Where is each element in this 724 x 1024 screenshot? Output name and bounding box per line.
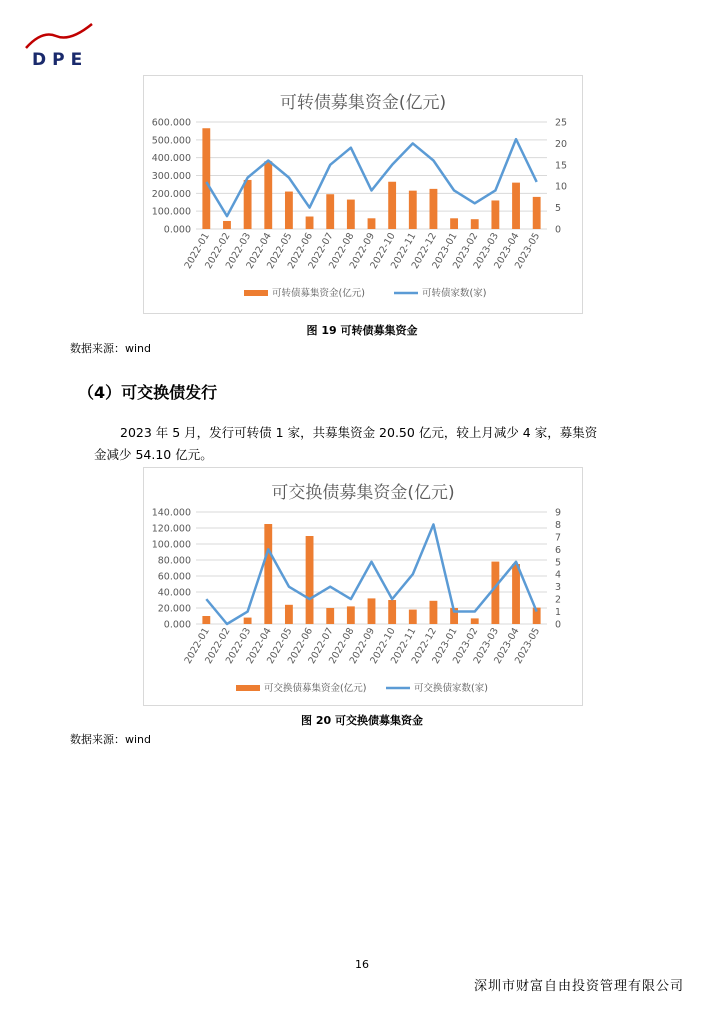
y-left-tick-label: 100.000 [151, 206, 191, 218]
x-tick-label: 2022-11 [389, 626, 419, 666]
bar [202, 128, 210, 229]
y-right-tick-label: 9 [555, 507, 562, 519]
y-right-tick-label: 7 [555, 532, 562, 544]
bar [471, 618, 479, 624]
x-tick-label: 2023-02 [450, 626, 481, 666]
x-tick-label: 2023-04 [492, 231, 522, 271]
bar [533, 197, 541, 229]
page-number: 16 [355, 958, 369, 971]
x-tick-label: 2023-01 [430, 626, 460, 666]
y-right-tick-label: 2 [555, 594, 562, 606]
y-right-tick-label: 15 [555, 160, 568, 172]
chart-svg [144, 468, 582, 705]
x-tick-label: 2022-10 [368, 231, 398, 271]
y-left-tick-label: 100.000 [151, 539, 191, 551]
x-tick-label: 2022-02 [203, 231, 233, 271]
x-tick-label: 2023-04 [492, 626, 522, 666]
x-tick-label: 2023-03 [471, 626, 501, 666]
y-right-tick-label: 5 [555, 557, 562, 569]
y-left-tick-label: 0.000 [163, 619, 191, 631]
bar [450, 218, 458, 229]
x-tick-label: 2022-01 [182, 231, 212, 271]
y-right-tick-label: 25 [555, 117, 568, 129]
x-tick-label: 2022-11 [389, 231, 419, 271]
bar [202, 616, 210, 624]
data-source: 数据来源：wind [70, 342, 152, 355]
bar [264, 161, 272, 229]
x-tick-label: 2022-03 [223, 626, 254, 666]
bar [368, 598, 376, 624]
bar [264, 524, 272, 624]
bar [326, 608, 334, 624]
chart-svg [144, 76, 582, 313]
footer-company: 深圳市财富自由投资管理有限公司 [473, 979, 684, 994]
x-tick-label: 2022-02 [203, 626, 233, 666]
paragraph-line: 2023 年 5 月，发行可转债 1 家，共募集资金 20.50 亿元，较上月减少 4 家，募集资 [120, 425, 598, 440]
x-tick-label: 2022-08 [327, 231, 357, 271]
bar [388, 600, 396, 624]
x-tick-label: 2022-03 [223, 231, 254, 271]
x-tick-label: 2022-01 [182, 626, 212, 666]
y-right-tick-label: 8 [555, 519, 562, 531]
bar [306, 217, 314, 229]
x-tick-label: 2022-09 [347, 231, 378, 271]
bar [430, 189, 438, 229]
legend-label: 可转债家数(家) [422, 288, 487, 299]
bar [223, 221, 231, 229]
x-tick-label: 2022-12 [409, 231, 440, 271]
y-right-tick-label: 20 [555, 138, 568, 150]
y-right-tick-label: 0 [555, 619, 562, 631]
y-right-tick-label: 0 [555, 224, 562, 236]
data-source: 数据来源：wind [70, 733, 152, 746]
y-right-tick-label: 6 [555, 544, 562, 556]
legend-label: 可交换债家数(家) [414, 683, 488, 694]
bar [244, 618, 252, 624]
y-right-tick-label: 10 [555, 181, 568, 193]
y-left-tick-label: 140.000 [151, 507, 191, 519]
bar [347, 200, 355, 229]
logo-text: DPE [32, 50, 89, 70]
paragraph [94, 422, 664, 466]
bar [368, 218, 376, 229]
x-tick-label: 2022-10 [368, 626, 398, 666]
bar [409, 191, 417, 229]
chart-title: 可转债募集资金(亿元) [279, 93, 447, 113]
y-right-tick-label: 4 [555, 569, 562, 581]
y-left-tick-label: 80.000 [157, 555, 191, 567]
x-tick-label: 2023-02 [450, 231, 481, 271]
figure-caption: 图 20 可交换债募集资金 [301, 714, 423, 727]
bar [471, 219, 479, 229]
bar [326, 194, 334, 229]
section-heading: （4）可交换债发行 [78, 383, 218, 402]
x-tick-label: 2022-09 [347, 626, 378, 666]
y-left-tick-label: 300.000 [151, 171, 191, 182]
paragraph-line: 金减少 54.10 亿元。 [94, 447, 213, 462]
bar [512, 564, 520, 624]
bar [306, 536, 314, 624]
chart-title: 可交换债募集资金(亿元) [271, 483, 455, 503]
bar [347, 606, 355, 624]
series-line [206, 139, 536, 216]
chart-exchangeable-bond [143, 467, 583, 706]
x-tick-label: 2022-05 [265, 231, 295, 271]
x-tick-label: 2022-05 [265, 626, 295, 666]
chart-convertible-bond [143, 75, 583, 314]
x-tick-label: 2022-07 [306, 626, 336, 666]
x-tick-label: 2023-01 [430, 231, 460, 271]
bar [388, 182, 396, 229]
legend-label: 可转债募集资金(亿元) [272, 288, 365, 299]
x-tick-label: 2022-06 [285, 626, 316, 666]
bar [491, 200, 499, 229]
legend-swatch-bar [236, 685, 260, 691]
bar [491, 562, 499, 624]
y-left-tick-label: 120.000 [151, 523, 191, 535]
x-tick-label: 2023-05 [512, 626, 543, 666]
x-tick-label: 2023-03 [471, 231, 501, 271]
bar [512, 183, 520, 229]
y-right-tick-label: 3 [555, 582, 562, 594]
logo-swoosh [26, 24, 92, 48]
y-left-tick-label: 20.000 [157, 603, 191, 615]
y-left-tick-label: 400.000 [151, 153, 191, 165]
y-left-tick-label: 600.000 [151, 117, 191, 129]
y-right-tick-label: 1 [555, 607, 562, 619]
bar [409, 610, 417, 624]
bar [430, 601, 438, 624]
y-left-tick-label: 40.000 [157, 587, 191, 599]
y-left-tick-label: 60.000 [157, 571, 191, 583]
x-tick-label: 2022-07 [306, 231, 336, 271]
legend-label: 可交换债募集资金(亿元) [264, 683, 367, 694]
y-left-tick-label: 200.000 [151, 188, 191, 200]
x-tick-label: 2022-08 [327, 626, 357, 666]
bar [285, 605, 293, 624]
figure-caption: 图 19 可转债募集资金 [306, 324, 418, 337]
bar [285, 192, 293, 229]
legend-swatch-bar [244, 290, 268, 296]
y-left-tick-label: 500.000 [151, 135, 191, 147]
x-tick-label: 2022-04 [244, 626, 274, 666]
y-right-tick-label: 5 [555, 203, 562, 215]
x-tick-label: 2022-04 [244, 231, 274, 271]
x-tick-label: 2023-05 [512, 231, 543, 271]
bar [244, 180, 252, 229]
x-tick-label: 2022-12 [409, 626, 440, 666]
y-left-tick-label: 0.000 [163, 224, 191, 236]
x-tick-label: 2022-06 [285, 231, 316, 271]
